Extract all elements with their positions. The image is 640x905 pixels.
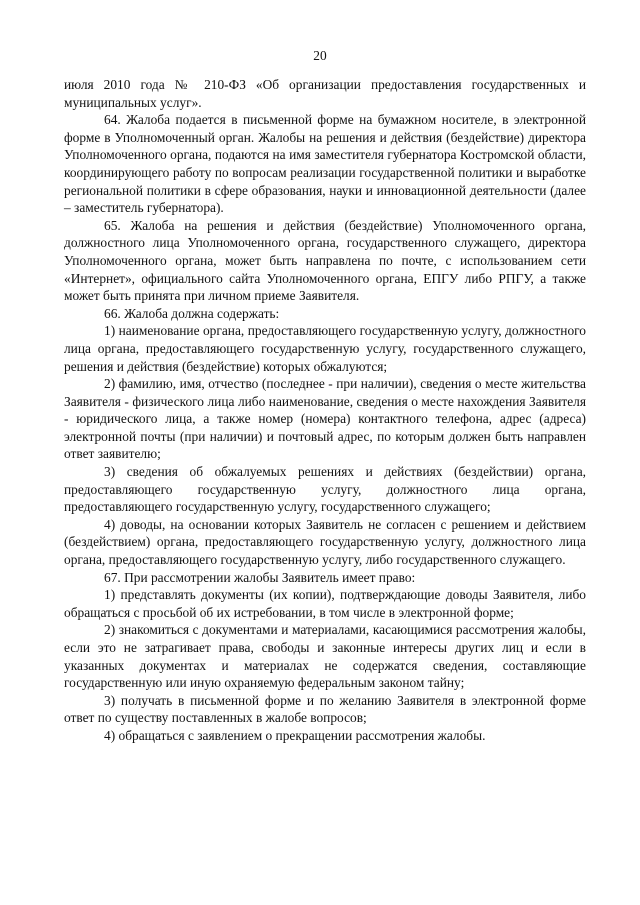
paragraph-67-item-4: 4) обращаться с заявлением о прекращении рассмотрения жалобы. <box>104 727 486 743</box>
paragraph-continuation: июля 2010 года № 210-ФЗ «Об организации предоставления государственных и муниципальных услуг». <box>64 77 586 110</box>
paragraph-66-item-4: 4) доводы, на основании которых Заявитель не согласен с решением и действием (бездействием) органа, предоставляющего государственную услугу, должностного лица органа, предоставляющего государственную услугу, либо государственного служащего. <box>64 516 586 568</box>
page-number: 20 <box>313 48 327 63</box>
paragraph-66-item-2: 2) фамилию, имя, отчество (последнее - при наличии), сведения о месте жительства Заявителя - физического лица либо наименование, сведения о месте нахождения Заявителя - юридического лица, а также номер (номера) контактного телефона, адрес (адреса) электронной почты (при наличии) и почтовый адрес, по которым должен быть направлен ответ заявителю; <box>64 376 586 462</box>
paragraph-67-item-3: 3) получать в письменной форме и по желанию Заявителя в электронной форме ответ по существу поставленных в жалобе вопросов; <box>64 692 586 726</box>
paragraph-66-item-3: 3) сведения об обжалуемых решениях и действиях (бездействии) органа, предоставляющего государственную услугу, должностного лица органа, предоставляющего государственную услугу, государственного служащего; <box>64 464 586 515</box>
paragraph-66-item-1: 1) наименование органа, предоставляющего государственную услугу, должностного лица органа, предоставляющего государственную услугу, государственного служащего, решения и действия (бездействие) которых обжалуются; <box>64 323 586 374</box>
document-body <box>64 76 586 745</box>
paragraph-64: 64. Жалоба подается в письменной форме на бумажном носителе, в электронной форме в Уполномоченный орган. Жалобы на решения и действия (бездействие) директора Уполномоченного органа, подаются на имя заместителя губернатора Костромской области, координирующего работу по вопросам реализации государственной политики и выработке региональной политики в сфере образования, науки и инновационной деятельности (далее – заместитель губернатора). <box>64 112 586 216</box>
paragraph-65: 65. Жалоба на решения и действия (бездействие) Уполномоченного органа, должностного лица Уполномоченного органа, государственного служащего, директора Уполномоченного органа, может быть направлена по почте, с использованием сети «Интернет», официального сайта Уполномоченного органа, ЕПГУ либо РПГУ, а также может быть принята при личном приеме Заявителя. <box>64 217 586 304</box>
paragraph-67: 67. При рассмотрении жалобы Заявитель имеет право: <box>104 569 416 585</box>
paragraph-67-item-2: 2) знакомиться с документами и материалами, касающимися рассмотрения жалобы, если это не затрагивает права, свободы и законные интересы других лиц и если в указанных документах и материалах не содержатся сведения, составляющие государственную или иную охраняемую федеральным законом тайну; <box>64 622 586 691</box>
paragraph-66: 66. Жалоба должна содержать: <box>104 305 280 321</box>
paragraph-67-item-1: 1) представлять документы (их копии), подтверждающие доводы Заявителя, либо обращаться с просьбой об их истребовании, в том числе в электронной форме; <box>64 587 586 620</box>
